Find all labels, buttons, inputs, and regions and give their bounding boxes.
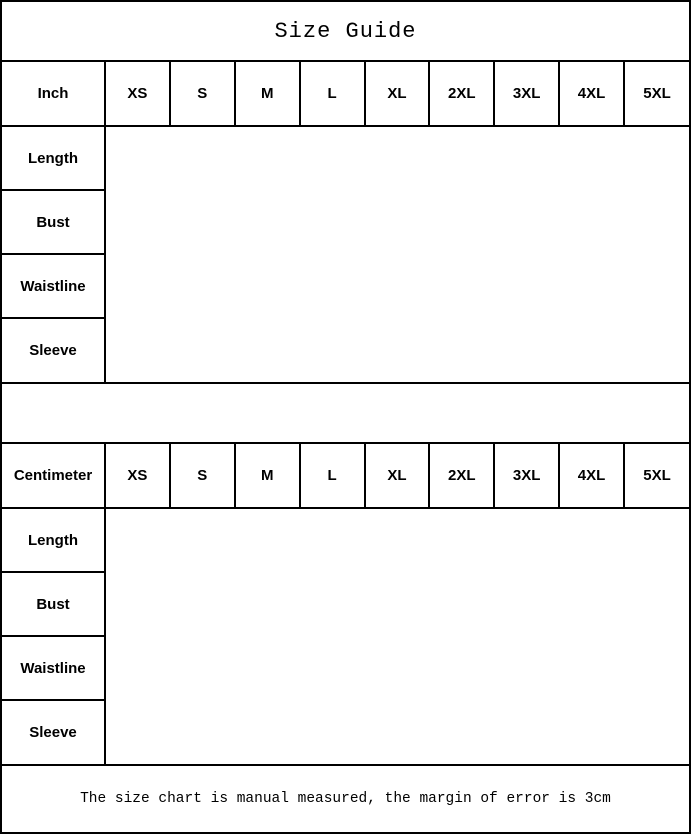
unit-header-cell: Inch xyxy=(2,62,105,126)
size-column-header-cell: XS xyxy=(105,444,170,508)
size-column-header-cell: 4XL xyxy=(559,444,624,508)
row-label-cell: Length xyxy=(2,508,105,572)
size-column-header-cell: XL xyxy=(365,444,430,508)
size-column-header-cell: S xyxy=(170,62,235,126)
size-column-header-cell: 2XL xyxy=(429,444,494,508)
row-label-cell: Sleeve xyxy=(2,318,105,382)
size-column-header-cell: L xyxy=(300,62,365,126)
table-row xyxy=(2,318,689,382)
header-row xyxy=(2,444,689,508)
unit-header-cell: Centimeter xyxy=(2,444,105,508)
size-column-header-cell: 5XL xyxy=(624,444,689,508)
table-row xyxy=(2,700,689,764)
row-label-cell: Length xyxy=(2,126,105,190)
size-column-header-cell: 5XL xyxy=(624,62,689,126)
header-row xyxy=(2,62,689,126)
size-column-header-cell: S xyxy=(170,444,235,508)
row-label-cell: Bust xyxy=(2,572,105,636)
page-title: Size Guide xyxy=(2,2,689,62)
table-row xyxy=(2,636,689,700)
table-row xyxy=(2,126,689,190)
size-column-header-cell: XS xyxy=(105,62,170,126)
table-row xyxy=(2,190,689,254)
size-column-header-cell: M xyxy=(235,62,300,126)
footer-note: The size chart is manual measured, the margin of error is 3cm xyxy=(2,764,689,832)
row-label-cell: Bust xyxy=(2,190,105,254)
row-label-cell: Waistline xyxy=(2,254,105,318)
size-column-header-cell: XL xyxy=(365,62,430,126)
inch-size-table xyxy=(2,62,689,382)
size-column-header-cell: 2XL xyxy=(429,62,494,126)
spacer-row xyxy=(2,382,689,444)
size-column-header-cell: 4XL xyxy=(559,62,624,126)
centimeter-size-table xyxy=(2,444,689,764)
table-row xyxy=(2,508,689,572)
table-row xyxy=(2,254,689,318)
size-column-header-cell: L xyxy=(300,444,365,508)
size-column-header-cell: 3XL xyxy=(494,444,559,508)
table-row xyxy=(2,572,689,636)
row-label-cell: Sleeve xyxy=(2,700,105,764)
size-column-header-cell: 3XL xyxy=(494,62,559,126)
size-column-header-cell: M xyxy=(235,444,300,508)
row-label-cell: Waistline xyxy=(2,636,105,700)
